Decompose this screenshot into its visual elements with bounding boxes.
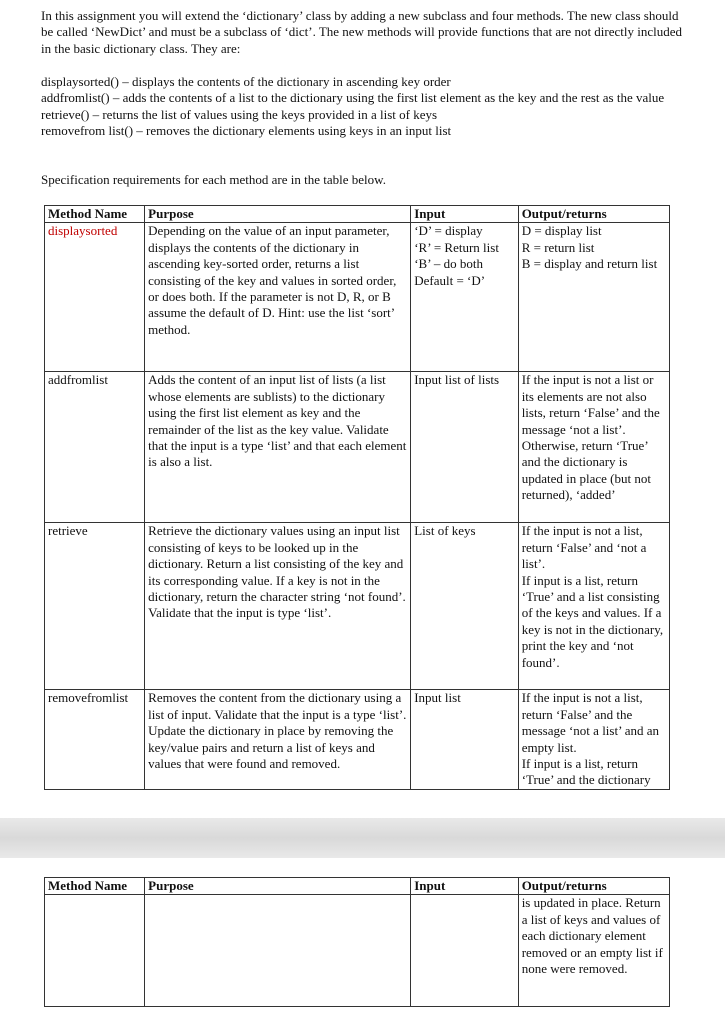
method-name-cell: removefromlist	[45, 690, 145, 789]
input-line: ‘D’ = display	[414, 223, 483, 239]
output-cell	[518, 690, 669, 789]
method-list	[41, 74, 686, 140]
header-output: Output/returns	[518, 878, 669, 895]
output-line: If input is a list, return ‘True’ and the dictionary	[521, 756, 651, 788]
output-cell	[518, 523, 669, 690]
method-list-item: displaysorted() – displays the contents of the dictionary in ascending key order	[41, 74, 451, 89]
input-cell: List of keys	[411, 523, 518, 690]
output-line: If input is a list, return ‘True’ and a list consisting of the keys and values. If a key is not in the dictionary, print the key and ‘not found’.	[521, 572, 664, 670]
header-output: Output/returns	[518, 206, 669, 223]
table-row	[45, 523, 670, 690]
output-line: If the input is not a list, return ‘False’ and the message ‘not a list’ and an empty list.	[521, 690, 659, 755]
input-cell: Input list of lists	[411, 372, 518, 523]
purpose-cell: Removes the content from the dictionary using a list of input. Validate that the input is a type ‘list’. Update the dictionary in place by removing the key/value pairs and return a list of keys and values that were found and removed.	[145, 690, 411, 789]
purpose-cell: Depending on the value of an input parameter, displays the contents of the dictionary in ascending key-sorted order, returns a list consisting of the key and values in sorted order, or does both. If the parameter is not D, R, or B assume the default of D. Hint: use the list ‘sort’ method.	[145, 223, 411, 372]
header-method-name: Method Name	[45, 206, 145, 223]
output-line: If the input is not a list, return ‘False’ and ‘not a list’.	[521, 523, 647, 572]
method-name-cell: displaysorted	[45, 223, 145, 372]
method-list-item: removefrom list() – removes the dictionary elements using keys in an input list	[41, 123, 452, 139]
header-purpose: Purpose	[145, 878, 411, 895]
method-list-item: retrieve() – returns the list of values using the keys provided in a list of keys	[41, 106, 438, 122]
header-method-name: Method Name	[45, 878, 145, 895]
input-line: ‘R’ = Return list	[414, 239, 499, 255]
spec-intro: Specification requirements for each method are in the table below.	[41, 172, 386, 187]
output-line: B = display and return list	[521, 256, 658, 272]
output-line: D = display list	[521, 223, 602, 239]
input-cell	[411, 895, 518, 1007]
method-name-cell	[45, 895, 145, 1007]
intro-paragraph: In this assignment you will extend the ‘dictionary’ class by adding a new subclass and four methods. The new class should be called ‘NewDict’ and must be a subclass of ‘dict’. The new methods will provide functions that are not directly included in the basic dictionary class. They are:	[41, 8, 683, 56]
table-row	[45, 895, 670, 1007]
method-list-item: addfromlist() – adds the contents of a list to the dictionary using the first list element as the key and the rest as the value	[41, 90, 665, 106]
table-row	[45, 223, 670, 372]
spec-table-continued	[44, 877, 670, 1007]
purpose-cell: Adds the content of an input list of lists (a list whose elements are sublists) to the dictionary using the first list element as key and the remainder of the list as the key value. Validate that the input is a type ‘list’ and that each element is also a list.	[145, 372, 411, 523]
header-purpose: Purpose	[145, 206, 411, 223]
table-row	[45, 690, 670, 789]
output-line: If the input is not a list or its elements are not also lists, return ‘False’ and the message ‘not a list’.	[521, 372, 660, 437]
header-input: Input	[411, 878, 518, 895]
input-cell	[411, 223, 518, 372]
header-input: Input	[411, 206, 518, 223]
output-line: R = return list	[521, 239, 595, 255]
output-cell	[518, 223, 669, 372]
output-cell: is updated in place. Return a list of keys and values of each dictionary element removed or an empty list if none were removed.	[518, 895, 669, 1007]
table-row	[45, 372, 670, 523]
method-name-cell: retrieve	[45, 523, 145, 690]
spec-table	[44, 205, 670, 790]
input-line: Default = ‘D’	[414, 272, 486, 288]
purpose-cell	[145, 895, 411, 1007]
output-cell	[518, 372, 669, 523]
table-header-row	[45, 878, 670, 895]
input-line: ‘B’ – do both	[414, 256, 483, 272]
input-cell: Input list	[411, 690, 518, 789]
purpose-cell: Retrieve the dictionary values using an input list consisting of keys to be looked up in the dictionary. Return a list consisting of the key and its corresponding value. If a key is not in the dictionary, return the character string ‘not found’. Validate that the input is type ‘list’.	[145, 523, 411, 690]
table-header-row	[45, 206, 670, 223]
method-name-cell: addfromlist	[45, 372, 145, 523]
document-page-2	[0, 858, 725, 1024]
page-break	[0, 818, 725, 858]
output-line: Otherwise, return ‘True’ and the dictionary is updated in place (but not returned), ‘added’	[521, 438, 651, 503]
